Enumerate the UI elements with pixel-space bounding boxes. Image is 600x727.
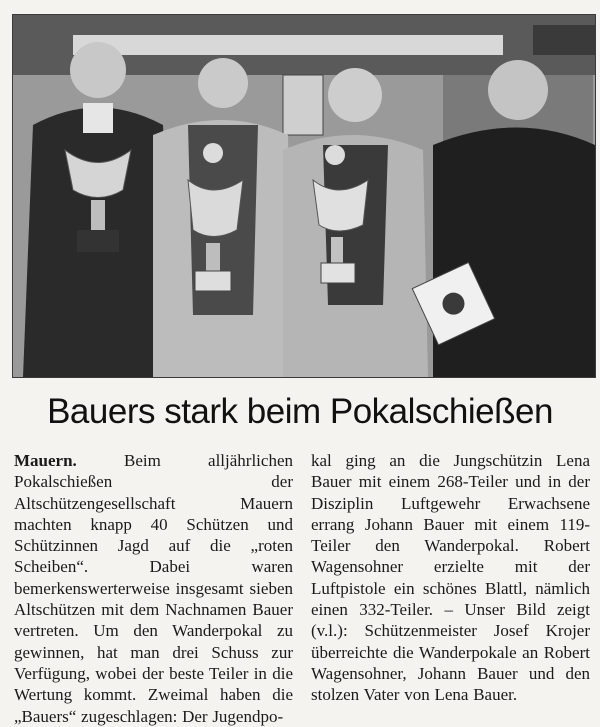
photo-illustration: [13, 15, 595, 377]
article-column-1-text: Beim alljährlichen Pokalschießen der Altschützengesellschaft Mauern machten knapp 40 Schützen und Schützinnen Jagd auf die „roten Scheiben“. Dabei waren bemerkenswerterweise insgesamt sieben Altschützen mit dem Nachnamen Bauer vertreten. Um den Wanderpokal zu gewinnen, hat man drei Schuss zur Verfügung, wobei der beste Teiler in die Wertung kommt. Zweimal haben die „Bauers“ zugeschlagen: Der Jugendpo-: [14, 451, 293, 726]
article-body: [14, 450, 590, 726]
article-photo: [12, 14, 596, 378]
article-column-1: [14, 450, 293, 726]
article-column-2-text: kal ging an die Jungschützin Lena Bauer mit einem 268-Teiler und in der Disziplin Luftgewehr Erwachsene errang Johann Bauer mit einem 119-Teiler den Wanderpokal. Robert Wagensohner erzielte mit der Luftpistole ein schönes Blattl, nämlich einen 332-Teiler. – Unser Bild zeigt (v.l.): Schützenmeister Josef Krojer überreichte die Wanderpokale an Robert Wagensohner, Johann Bauer und den stolzen Vater von Lena Bauer.: [311, 451, 590, 705]
article-column-2: [311, 450, 590, 706]
article-headline: Bauers stark beim Pokalschießen: [47, 392, 553, 431]
article-dateline: Mauern.: [14, 451, 77, 470]
